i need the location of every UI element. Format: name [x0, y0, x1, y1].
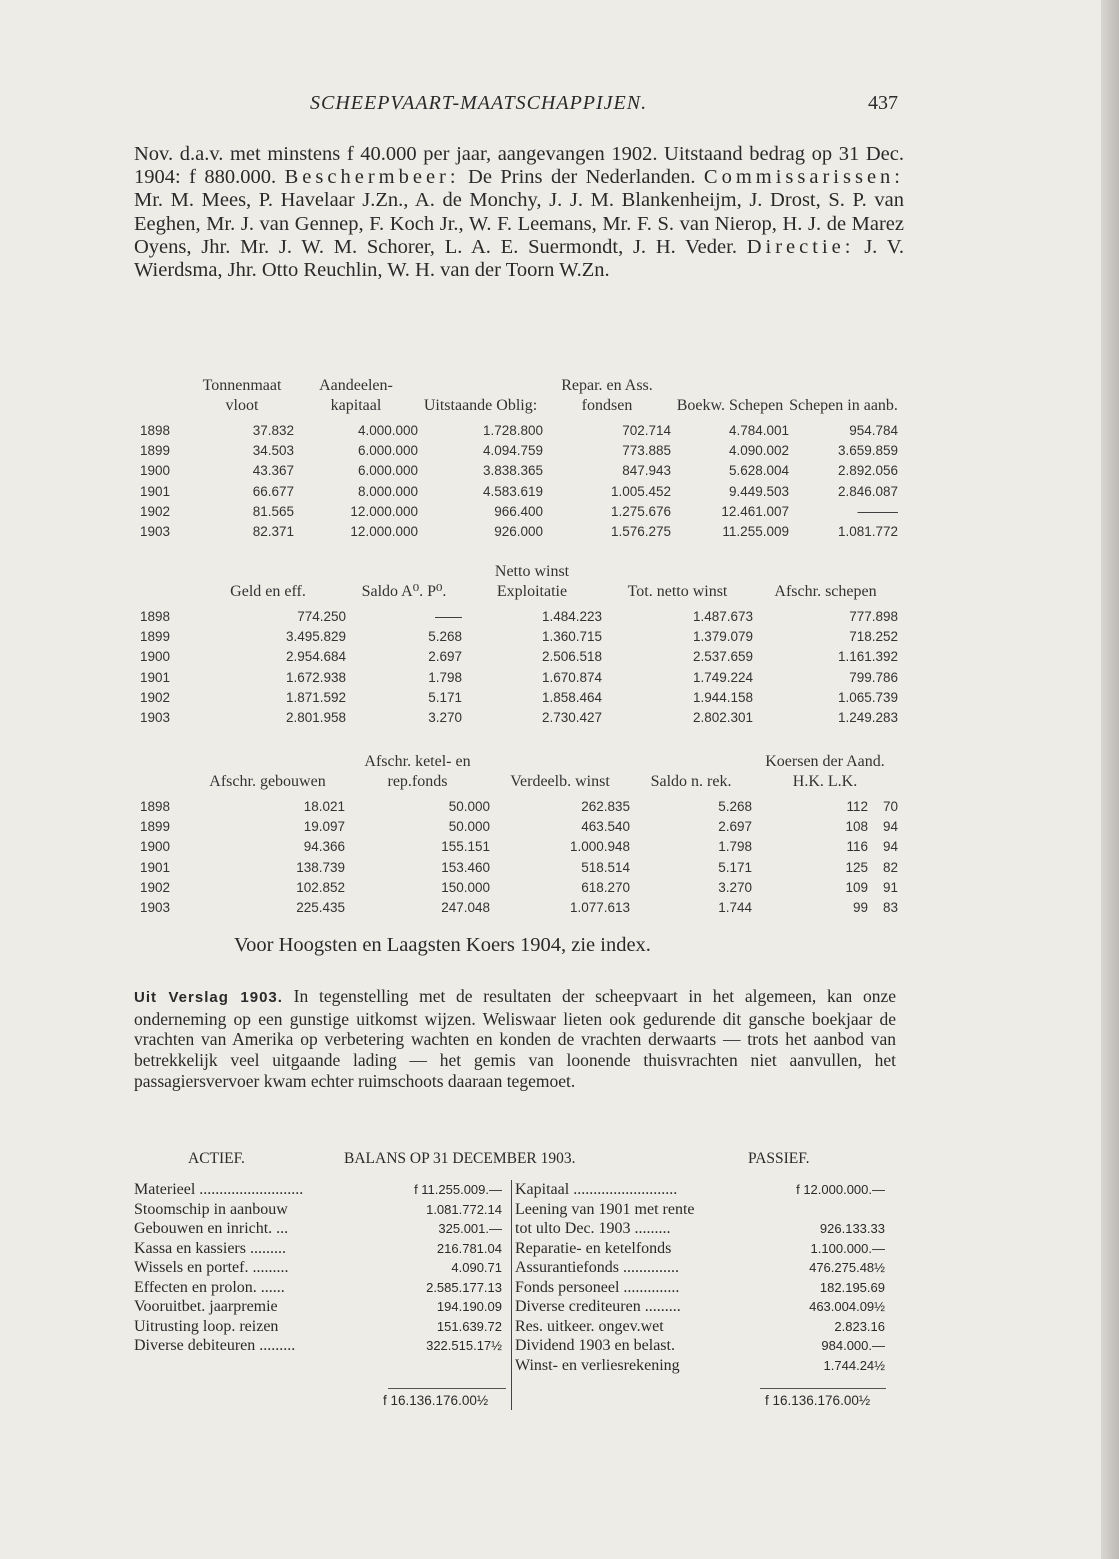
table-row	[140, 837, 898, 857]
value-cell: 702.714	[622, 422, 671, 438]
value-cell: 6.000.000	[357, 463, 418, 479]
value-cell: 4.094.759	[482, 442, 543, 458]
table-header-row	[140, 562, 898, 606]
value-cell: 3.270	[718, 879, 752, 895]
table-row	[140, 667, 898, 687]
entry-label: Fonds personeel ..............	[515, 1278, 680, 1296]
table-row	[140, 606, 898, 626]
entry-amount: 4.090.71	[451, 1260, 502, 1275]
year-cell: 1899	[140, 442, 171, 458]
value-cell: ———	[857, 503, 898, 519]
value-cell: 5.171	[718, 859, 752, 875]
table-row	[140, 897, 898, 917]
value-cell: 1.798	[718, 839, 752, 855]
value-cell: 50.000	[448, 818, 490, 834]
value-cell: 262.835	[581, 798, 630, 814]
value-cell: 102.852	[296, 879, 345, 895]
column-header: Koersen der Aand. H.K. L.K.	[765, 753, 885, 790]
value-cell: 91	[882, 879, 898, 895]
actief-entry	[134, 1278, 502, 1298]
table-row	[140, 626, 898, 646]
value-cell: 2.730.427	[541, 710, 602, 726]
value-cell: 1.065.739	[837, 689, 898, 705]
column-header: Saldo n. rek.	[650, 773, 732, 790]
passief-entry	[515, 1278, 885, 1298]
year-cell: 1903	[140, 900, 171, 916]
report-text: In tegenstelling met de resultaten der scheepvaart in het algemeen, kan onze onderneming op een gunstige uitkomst wijzen. Weliswaar lieten ook gedurende dit gansche boekjaar de vrachten van Amerika op verbetering wachten en konden de vrachten derwaarts — trots het aanbod van betrekkelijk veel uitgaande lading — het gemis van loonende thuisvrachten niet aanvullen, het passagiersvervoer kwam echter ruimschoots daaraan tegemoet.	[134, 986, 896, 1091]
value-cell: 1.161.392	[837, 649, 898, 665]
table-fleet-capital	[140, 376, 898, 542]
value-cell: 1.576.275	[610, 524, 671, 540]
entry-amount: 322.515.17½	[426, 1338, 502, 1353]
page-number: 437	[868, 92, 898, 114]
entry-label: Materieel ..........................	[134, 1181, 304, 1198]
table-row	[140, 707, 898, 727]
intro-text-2: De Prins der Nederlanden.	[459, 166, 704, 189]
actief-entry	[134, 1317, 502, 1337]
entry-label: Stoomschip in aanbouw	[134, 1200, 288, 1218]
entry-amount: 216.781.04	[436, 1240, 502, 1256]
value-cell: 5.268	[718, 798, 752, 814]
value-cell: 774.250	[297, 608, 346, 624]
value-cell: 83	[882, 900, 898, 916]
value-cell: 37.832	[252, 422, 294, 438]
actief-entry	[134, 1180, 502, 1200]
value-cell: 18.021	[303, 798, 345, 814]
year-cell: 1900	[140, 463, 171, 479]
value-cell: 773.885	[622, 442, 671, 458]
entry-amount: f 11.255.009.—	[414, 1182, 502, 1197]
year-cell: 1900	[140, 649, 171, 665]
table-row	[140, 481, 898, 501]
column-header: Uitstaande Oblig:	[423, 397, 538, 414]
value-cell: 2.802.301	[692, 710, 753, 726]
value-cell: 1.487.673	[692, 608, 753, 624]
value-cell: 2.506.518	[541, 649, 602, 665]
year-cell: 1903	[140, 524, 171, 540]
entry-amount: 194.190.09	[436, 1299, 502, 1314]
value-cell: 19.097	[303, 818, 345, 834]
value-cell: 94.366	[303, 839, 345, 855]
column-header: Afschr. gebouwen	[209, 773, 326, 790]
entry-label: Assurantiefonds ..............	[515, 1259, 679, 1276]
value-cell: 2.697	[428, 649, 462, 665]
value-cell: 43.367	[252, 463, 294, 479]
value-cell: 2.954.684	[285, 649, 346, 665]
year-cell: 1898	[140, 608, 171, 624]
table-row	[140, 420, 898, 440]
book-gutter	[1101, 0, 1119, 1559]
value-cell: 99	[852, 900, 868, 916]
entry-label: Wissels en portef. .........	[134, 1259, 289, 1276]
table-row	[140, 687, 898, 707]
table-row	[140, 877, 898, 897]
entry-label: tot ulto Dec. 1903 .........	[515, 1220, 671, 1237]
value-cell: 1.798	[428, 669, 462, 685]
entry-amount: f 12.000.000.—	[796, 1182, 885, 1197]
entry-label: Winst- en verliesrekening	[515, 1356, 680, 1374]
passief-entry	[515, 1356, 885, 1376]
actief-entry	[134, 1239, 502, 1259]
actief-total: f 16.136.176.00½	[383, 1393, 489, 1408]
value-cell: 1.672.938	[285, 669, 346, 685]
value-cell: 926.000	[494, 524, 543, 540]
intro-text-1b: f 40.000 per jaar, aangevangen 1902. Uitstaand bedrag op 31 Dec. 1904: f 880.000.	[134, 143, 904, 189]
value-cell: 1.744	[718, 900, 752, 916]
value-cell: 1.379.079	[692, 628, 753, 644]
entry-amount: 1.744.24½	[823, 1357, 885, 1373]
value-cell: 2.892.056	[837, 463, 898, 479]
value-cell: 847.943	[622, 463, 671, 479]
entry-amount: 1.100.000.—	[810, 1240, 885, 1256]
value-cell: 9.449.503	[728, 483, 789, 499]
value-cell: 1.858.464	[541, 689, 602, 705]
value-cell: 5.268	[428, 628, 462, 644]
value-cell: 799.786	[849, 669, 898, 685]
value-cell: 5.628.004	[728, 463, 789, 479]
value-cell: 618.270	[581, 879, 630, 895]
intro-text-4: J. V. Wierdsma, Jhr. Otto Reuchlin, W. H. van der Toorn W.Zn.	[134, 235, 904, 282]
value-cell: 3.838.365	[482, 463, 543, 479]
entry-amount: 325.001.—	[438, 1221, 502, 1236]
actief-entry	[134, 1258, 502, 1278]
column-header	[140, 562, 190, 606]
value-cell: 82.371	[252, 524, 294, 540]
entry-amount: 1.081.772.14	[426, 1201, 502, 1217]
passief-heading: PASSIEF.	[748, 1150, 810, 1167]
value-cell: 12.000.000	[350, 503, 418, 519]
actief-entry	[134, 1297, 502, 1317]
entry-label: Gebouwen en inricht. ...	[134, 1220, 289, 1237]
table-row	[140, 501, 898, 521]
passief-entry	[515, 1200, 885, 1220]
column-header: Geld en eff.	[230, 583, 306, 600]
passief-total-rule	[760, 1388, 886, 1389]
entry-label: Kassa en kassiers .........	[134, 1239, 286, 1257]
actief-total-rule	[388, 1388, 506, 1389]
value-cell: 94	[882, 839, 898, 855]
value-cell: 12.461.007	[721, 503, 789, 519]
entry-amount: 2.823.16	[834, 1318, 885, 1334]
value-cell: 81.565	[252, 503, 294, 519]
value-cell: 2.697	[718, 818, 752, 834]
commissarissen-label: Commissarissen:	[703, 166, 904, 189]
value-cell: 66.677	[252, 483, 294, 499]
value-cell: 3.270	[428, 710, 462, 726]
value-cell: 150.000	[441, 879, 490, 895]
entry-label: Diverse crediteuren .........	[515, 1298, 681, 1315]
table-row	[140, 816, 898, 836]
balance-divider	[511, 1180, 512, 1410]
entry-label: Uitrusting loop. reizen	[134, 1317, 279, 1335]
entry-label: Effecten en prolon. ......	[134, 1278, 285, 1296]
year-cell: 1903	[140, 710, 171, 726]
table-header-row	[140, 376, 898, 420]
value-cell: 6.000.000	[357, 442, 418, 458]
table-header-row	[140, 752, 898, 796]
value-cell: 1.077.613	[569, 900, 630, 916]
year-cell: 1902	[140, 689, 171, 705]
table-cash-profit	[140, 562, 898, 728]
passief-entry	[515, 1317, 885, 1337]
year-cell: 1901	[140, 859, 171, 875]
value-cell: 1.249.283	[837, 710, 898, 726]
column-header: Schepen in aanb.	[789, 397, 898, 414]
value-cell: 5.171	[428, 689, 462, 705]
column-header: Tonnenmaat vloot	[202, 377, 282, 414]
value-cell: ——	[435, 608, 462, 624]
value-cell: 70	[882, 798, 898, 814]
intro-text-3: Mr. M. Mees, P. Havelaar J.Zn., A. de Monchy, J. J. M. Blankenheijm, J. Drost, S. P. van Eeghen, Mr. J. van Gennep, F. Koch Jr., W. F. Leemans, Mr. F. S. van Nierop, H. J. de Marez Oyens, Jhr. Mr. J. W. M. Schorer, L. A. E. Suermondt, J. H. Veder.	[134, 189, 904, 258]
table-row	[140, 796, 898, 816]
value-cell: 1.749.224	[692, 669, 753, 685]
column-header: Afschr. schepen	[774, 583, 877, 600]
passief-list	[515, 1180, 885, 1375]
value-cell: 518.514	[581, 859, 630, 875]
value-cell: 2.537.659	[692, 649, 753, 665]
entry-amount: 2.585.177.13	[426, 1279, 502, 1295]
year-cell: 1902	[140, 879, 171, 895]
value-cell: 1.670.874	[541, 669, 602, 685]
value-cell: 8.000.000	[357, 483, 418, 499]
actief-entry	[134, 1336, 502, 1356]
value-cell: 247.048	[441, 900, 490, 916]
report-label: Uit Verslag 1903.	[134, 989, 283, 1006]
actief-list	[134, 1180, 502, 1356]
intro-paragraph	[134, 143, 904, 282]
beschermheer-label: Beschermbeer:	[284, 166, 460, 189]
value-cell: 4.090.002	[728, 442, 789, 458]
value-cell: 1.005.452	[610, 483, 671, 499]
value-cell: 12.000.000	[350, 524, 418, 540]
value-cell: 3.659.859	[837, 442, 898, 458]
year-cell: 1901	[140, 669, 171, 685]
entry-amount: 151.639.72	[436, 1318, 502, 1334]
value-cell: 82	[882, 859, 898, 875]
table-row	[140, 521, 898, 541]
balance-title: BALANS OP 31 DECEMBER 1903.	[344, 1150, 576, 1167]
value-cell: 3.495.829	[285, 628, 346, 644]
actief-entry	[134, 1219, 502, 1239]
column-header: Saldo A⁰. P⁰.	[361, 583, 447, 600]
value-cell: 225.435	[296, 900, 345, 916]
value-cell: 4.000.000	[357, 422, 418, 438]
entry-amount: 476.275.48½	[809, 1260, 885, 1275]
value-cell: 1.871.592	[285, 689, 346, 705]
entry-label: Reparatie- en ketelfonds	[515, 1239, 672, 1257]
column-header: Netto winst Exploitatie	[494, 563, 570, 600]
column-header: Afschr. ketel- en rep.fonds	[364, 753, 471, 790]
passief-entry	[515, 1297, 885, 1317]
value-cell: 1.360.715	[541, 628, 602, 644]
column-header: Aandeelen- kapitaal	[319, 377, 393, 414]
actief-entry	[134, 1200, 502, 1220]
passief-entry	[515, 1336, 885, 1356]
report-paragraph	[134, 986, 896, 1092]
column-header: Boekw. Schepen	[676, 397, 784, 414]
column-header: Repar. en Ass. fondsen	[561, 377, 653, 414]
year-cell: 1900	[140, 839, 171, 855]
entry-amount: 926.133.33	[819, 1221, 885, 1236]
value-cell: 1.484.223	[541, 608, 602, 624]
value-cell: 954.784	[849, 422, 898, 438]
column-header: Verdeelb. winst	[510, 773, 610, 790]
value-cell: 1.081.772	[837, 524, 898, 540]
value-cell: 138.739	[296, 859, 345, 875]
directie-label: Directie:	[746, 235, 855, 258]
value-cell: 1.275.676	[610, 503, 671, 519]
entry-label: Diverse debiteuren .........	[134, 1337, 296, 1354]
value-cell: 1.728.800	[482, 422, 543, 438]
value-cell: 108	[845, 818, 868, 834]
running-header: SCHEEPVAART-MAATSCHAPPIJEN.	[310, 92, 648, 114]
year-cell: 1899	[140, 628, 171, 644]
entry-label: Res. uitkeer. ongev.wet	[515, 1317, 664, 1335]
entry-amount: 463.004.09½	[809, 1299, 885, 1314]
table-row	[140, 647, 898, 667]
value-cell: 1.944.158	[692, 689, 753, 705]
column-header: Tot. netto winst	[627, 583, 728, 600]
value-cell: 125	[845, 859, 868, 875]
passief-entry	[515, 1219, 885, 1239]
value-cell: 11.255.009	[722, 524, 789, 540]
value-cell: 4.583.619	[482, 483, 543, 499]
table-depreciation-quotes	[140, 752, 898, 918]
column-header	[140, 376, 190, 420]
passief-entry	[515, 1258, 885, 1278]
value-cell: 1.000.948	[569, 839, 630, 855]
entry-label: Vooruitbet. jaarpremie	[134, 1298, 278, 1315]
value-cell: 50.000	[448, 798, 490, 814]
table-row	[140, 440, 898, 460]
actief-heading: ACTIEF.	[188, 1150, 245, 1167]
year-cell: 1898	[140, 422, 171, 438]
index-note: Voor Hoogsten en Laagsten Koers 1904, zie index.	[234, 934, 651, 956]
value-cell: 777.898	[849, 608, 898, 624]
year-cell: 1901	[140, 483, 171, 499]
entry-amount: 984.000.—	[821, 1338, 885, 1353]
entry-label: Kapitaal ..........................	[515, 1181, 678, 1198]
value-cell: 116	[846, 839, 868, 855]
table-row	[140, 857, 898, 877]
value-cell: 109	[845, 879, 868, 895]
table-row	[140, 461, 898, 481]
value-cell: 34.503	[252, 442, 294, 458]
value-cell: 718.252	[849, 628, 898, 644]
intro-text-1: Nov. d.a.v. met minstens	[134, 143, 347, 165]
value-cell: 4.784.001	[728, 422, 789, 438]
value-cell: 112	[846, 798, 868, 814]
value-cell: 966.400	[494, 503, 543, 519]
value-cell: 2.801.958	[285, 710, 346, 726]
value-cell: 94	[882, 818, 898, 834]
year-cell: 1902	[140, 503, 171, 519]
entry-label: Dividend 1903 en belast.	[515, 1337, 675, 1354]
value-cell: 2.846.087	[837, 483, 898, 499]
year-cell: 1898	[140, 798, 171, 814]
year-cell: 1899	[140, 818, 171, 834]
passief-total: f 16.136.176.00½	[765, 1393, 871, 1408]
value-cell: 155.151	[441, 839, 490, 855]
passief-entry	[515, 1180, 885, 1200]
value-cell: 463.540	[581, 818, 630, 834]
entry-amount: 182.195.69	[819, 1279, 885, 1295]
passief-entry	[515, 1239, 885, 1259]
entry-label: Leening van 1901 met rente	[515, 1200, 695, 1218]
column-header	[140, 752, 190, 796]
value-cell: 153.460	[441, 859, 490, 875]
